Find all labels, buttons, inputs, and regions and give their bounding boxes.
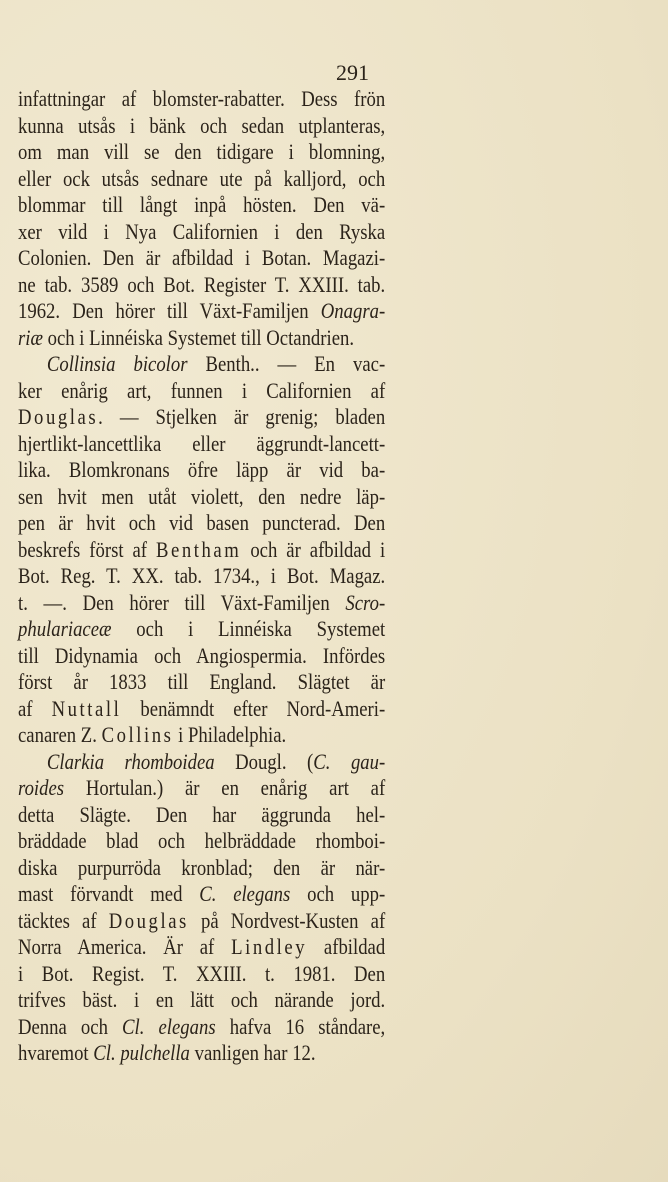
text-line — [18, 934, 385, 961]
text-line — [18, 457, 385, 484]
text-segment: . — Stjelken är grenig; bladen — [98, 404, 386, 429]
text-line — [18, 404, 385, 431]
text-segment: i Philadelphia. — [173, 722, 287, 747]
text-line — [18, 484, 385, 511]
spaced-name: Lindley — [231, 934, 308, 959]
text-segment: beskrefs först af — [18, 536, 156, 562]
text-line — [18, 219, 385, 246]
text-line — [18, 828, 385, 855]
italic-text: Scro- — [345, 589, 386, 615]
text-line — [18, 722, 385, 749]
text-segment: blommar till långt inpå hösten. Den vä- — [18, 192, 386, 217]
italic-text: C. elegans — [199, 881, 291, 906]
text-segment: afbildad — [307, 934, 386, 959]
spaced-name: Douglas — [18, 404, 99, 429]
italic-text: phulariaceæ — [18, 616, 112, 641]
text-line — [18, 86, 385, 113]
italic-text: Cl. pulchella — [93, 1040, 190, 1065]
text-segment: först år 1833 till England. Slägtet är — [18, 669, 386, 694]
text-segment: och i Linnéiska Systemet — [111, 616, 386, 641]
text-line — [18, 908, 385, 935]
text-segment: ne tab. 3589 och Bot. Register T. XXIII. tab. — [18, 271, 386, 297]
text-segment: pen är hvit och vid basen puncterad. Den — [18, 510, 386, 535]
text-line — [18, 510, 385, 537]
text-segment: 1962. Den hörer till Växt-Familjen — [18, 298, 321, 323]
italic-text: Collinsia bicolor — [46, 351, 188, 376]
spaced-name: Collins — [101, 722, 174, 747]
italic-text: roides — [18, 775, 65, 800]
text-line — [18, 298, 385, 325]
text-line — [18, 378, 385, 405]
spaced-name: Bentham — [155, 536, 242, 562]
text-line — [18, 961, 385, 988]
text-line — [18, 563, 385, 590]
italic-text: Cl. elegans — [122, 1013, 216, 1039]
text-line — [18, 590, 385, 617]
text-line — [18, 696, 385, 723]
text-line — [18, 113, 385, 140]
text-segment: hvaremot — [18, 1040, 94, 1065]
text-line — [18, 775, 385, 802]
text-segment: hafva 16 ståndare, — [215, 1013, 386, 1039]
text-segment: Hortulan.) är en enårig art af — [64, 775, 386, 800]
text-segment: och i Linnéiska Systemet till Octandrien. — [42, 324, 355, 350]
text-line — [18, 616, 385, 643]
text-line — [18, 1040, 385, 1067]
text-segment: xer vild i Nya Californien i den Ryska — [18, 218, 386, 244]
text-line — [18, 855, 385, 882]
text-line — [18, 139, 385, 166]
text-segment: Denna och — [18, 1013, 123, 1039]
text-segment: af — [18, 695, 52, 721]
text-segment: Norra America. Är af — [18, 934, 232, 959]
text-segment: Benth.. — En vac- — [187, 351, 386, 376]
text-line — [18, 245, 385, 272]
text-segment: benämndt efter Nord-Ameri- — [121, 695, 386, 721]
text-segment: diska purpurröda kronblad; den är när- — [18, 854, 386, 880]
text-segment: vanligen har 12. — [189, 1040, 316, 1065]
text-line — [18, 431, 385, 458]
text-segment: canaren Z. — [18, 722, 102, 747]
text-segment: trifves bäst. i en lätt och närande jord. — [18, 987, 386, 1012]
text-segment: infattningar af blomster-rabatter. Dess frön — [18, 86, 386, 111]
spaced-name: Nuttall — [51, 695, 122, 721]
text-line — [18, 351, 385, 378]
text-segment: Bot. Reg. T. XX. tab. 1734., i Bot. Magaz. — [18, 563, 386, 588]
text-line — [18, 643, 385, 670]
text-line — [18, 881, 385, 908]
text-segment: detta Slägte. Den har äggrunda hel- — [18, 801, 386, 827]
text-segment: sen hvit men utåt violett, den nedre läp- — [18, 483, 386, 509]
text-segment: ker enårig art, funnen i Californien af — [18, 377, 386, 403]
page-number: 291 — [336, 60, 369, 85]
text-segment: eller ock utsås sednare ute på kalljord, och — [18, 165, 386, 191]
text-line — [18, 166, 385, 193]
text-segment: och upp- — [290, 881, 386, 906]
text-segment: lika. Blomkronans öfre läpp är vid ba- — [18, 457, 386, 482]
text-segment: t. —. Den hörer till Växt-Familjen — [18, 589, 346, 615]
text-segment: om man vill se den tidigare i blomning, — [18, 139, 386, 164]
body-text — [18, 86, 385, 1067]
text-segment: mast förvandt med — [18, 881, 200, 906]
text-segment: och är afbildad i — [241, 536, 386, 562]
text-segment: kunna utsås i bänk och sedan utplanteras, — [18, 112, 386, 138]
text-line — [18, 802, 385, 829]
italic-text: Onagra- — [320, 298, 386, 323]
text-line — [18, 537, 385, 564]
text-line — [18, 1014, 385, 1041]
text-line — [18, 987, 385, 1014]
italic-text: Clarkia rhomboidea — [46, 748, 215, 774]
text-segment: Dougl. ( — [214, 748, 314, 774]
text-line — [18, 749, 385, 776]
text-segment: till Didynamia och Angiospermia. Infördes — [18, 642, 386, 668]
italic-text: riæ — [18, 324, 43, 350]
text-segment: hjertlikt-lancettlika eller äggrundt-lancett- — [18, 430, 386, 456]
spaced-name: Douglas — [108, 907, 189, 933]
italic-text: C. gau- — [313, 748, 386, 774]
text-line — [18, 192, 385, 219]
text-segment: på Nordvest-Kusten af — [188, 907, 386, 933]
text-segment: täcktes af — [18, 907, 109, 933]
text-line — [18, 325, 385, 352]
text-segment: bräddade blad och helbräddade rhomboi- — [18, 828, 386, 853]
text-line — [18, 272, 385, 299]
text-line — [18, 669, 385, 696]
text-segment: Colonien. Den är afbildad i Botan. Magazi- — [18, 245, 386, 270]
text-segment: i Bot. Regist. T. XXIII. t. 1981. Den — [18, 960, 386, 986]
